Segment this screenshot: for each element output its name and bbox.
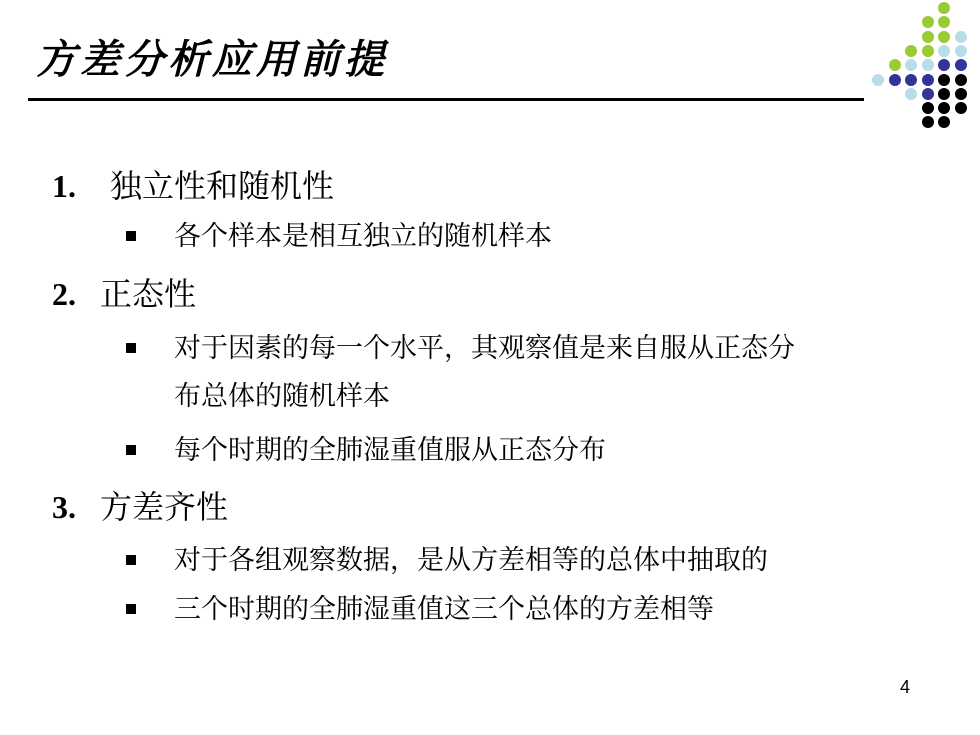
decorative-dot (922, 102, 934, 114)
decorative-dot (938, 16, 950, 28)
page-number: 4 (900, 677, 911, 697)
decorative-dot (905, 59, 917, 71)
decorative-dot (922, 45, 934, 57)
decorative-dot (889, 59, 901, 71)
decorative-dot (955, 31, 967, 43)
section-heading-text: 方差齐性 (100, 488, 229, 526)
section-2-bullet-1-line-1: 对于因素的每一个水平，其观察值是来自服从正态分 (174, 333, 795, 364)
section-1-heading (52, 166, 334, 206)
slide-title: 方差分析应用前提 (36, 36, 388, 83)
decorative-dot (955, 74, 967, 86)
section-2-bullet-2: 每个时期的全肺湿重值服从正态分布 (174, 435, 606, 466)
decorative-dot (938, 2, 950, 14)
section-2-heading (52, 274, 196, 314)
decorative-dot (955, 102, 967, 114)
bullet-marker (126, 445, 136, 455)
decorative-dot (955, 45, 967, 57)
decorative-dot (938, 59, 950, 71)
section-number: 1. (52, 168, 76, 204)
decorative-dot (922, 74, 934, 86)
bullet-marker (126, 231, 136, 241)
section-1-bullet-1: 各个样本是相互独立的随机样本 (174, 221, 552, 252)
section-3-heading (52, 487, 228, 527)
decorative-dot (955, 88, 967, 100)
decorative-dot (922, 16, 934, 28)
bullet-marker (126, 343, 136, 353)
section-2-bullet-1-line-2: 布总体的随机样本 (174, 381, 390, 412)
decorative-dot (938, 74, 950, 86)
section-3-bullet-2: 三个时期的全肺湿重值这三个总体的方差相等 (174, 594, 714, 625)
decorative-dot (905, 88, 917, 100)
decorative-dot (938, 31, 950, 43)
decorative-dot (922, 116, 934, 128)
section-number: 2. (52, 276, 76, 312)
decorative-dot (922, 59, 934, 71)
title-underline (28, 98, 864, 101)
decorative-dot (922, 31, 934, 43)
section-3-bullet-1: 对于各组观察数据，是从方差相等的总体中抽取的 (174, 545, 768, 576)
bullet-marker (126, 604, 136, 614)
decorative-dot (872, 74, 884, 86)
decorative-dot (938, 88, 950, 100)
decorative-dot (938, 116, 950, 128)
decorative-dot (905, 45, 917, 57)
section-heading-text: 独立性和随机性 (110, 167, 335, 205)
decorative-dot-grid (872, 2, 978, 132)
decorative-dot (938, 45, 950, 57)
decorative-dot (905, 74, 917, 86)
section-number: 3. (52, 489, 76, 525)
section-heading-text: 正态性 (100, 275, 197, 313)
decorative-dot (938, 102, 950, 114)
decorative-dot (922, 88, 934, 100)
decorative-dot (889, 74, 901, 86)
decorative-dot (955, 59, 967, 71)
bullet-marker (126, 555, 136, 565)
